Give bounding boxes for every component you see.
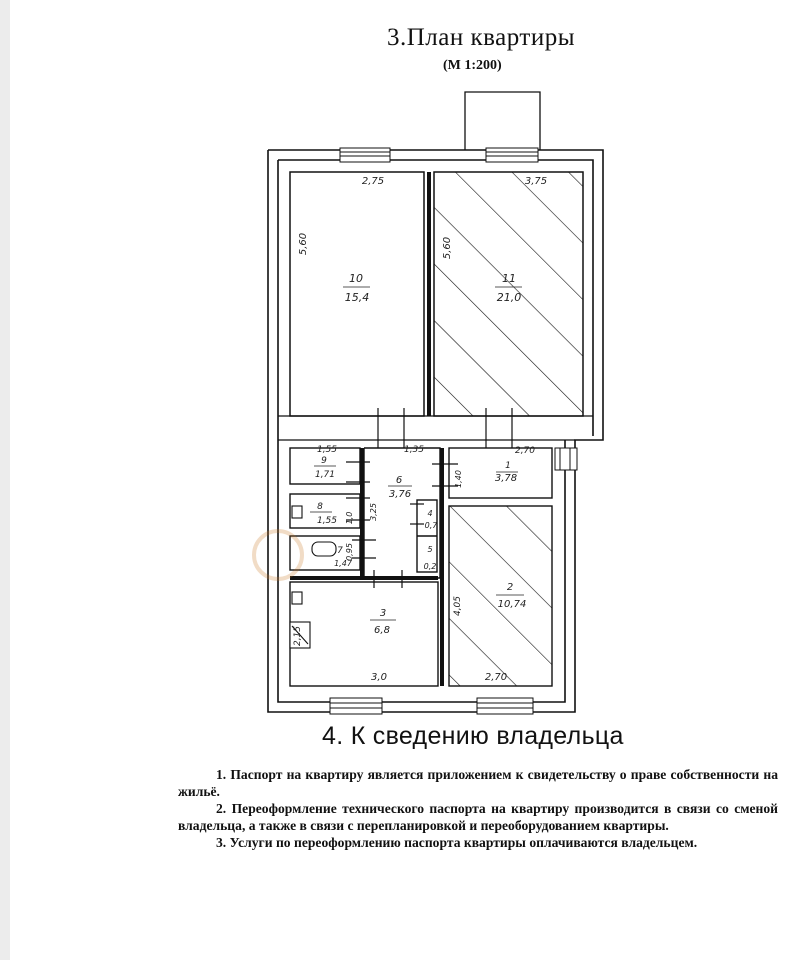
dim-room2-width: 2,70 (484, 672, 508, 683)
dim-room6-width: 1,35 (403, 445, 425, 455)
room-3-number: 3 (379, 608, 387, 619)
room-9-number: 9 (321, 456, 327, 466)
room-5-number: 5 (427, 545, 433, 554)
room-4-number: 4 (427, 509, 433, 518)
room-2-area: 10,74 (497, 599, 527, 610)
note-1: 1. Паспорт на квартиру является приложением к свидетельству о праве собственности на жильё. (178, 767, 778, 799)
room-7-area: 1,47 (334, 559, 352, 568)
dim-room8-height: 1,0 (345, 511, 354, 525)
dim-room11-length: 5,60 (442, 236, 453, 260)
dim-room3-width: 3,0 (371, 672, 387, 683)
owner-notes (178, 766, 778, 851)
plan-title: 3.План квартиры (387, 24, 575, 51)
dim-room1-width: 2,70 (514, 446, 536, 456)
dim-room11-width: 3,75 (524, 176, 548, 187)
room-2-hatch (449, 506, 552, 686)
room-10-number: 10 (349, 272, 363, 285)
room-2-number: 2 (506, 582, 514, 593)
room-4-area: 0,7 (424, 521, 438, 530)
room-10-area: 15,4 (344, 291, 370, 304)
room-6-area: 3,76 (388, 489, 412, 500)
dim-room10-length: 5,60 (298, 232, 309, 256)
room-11-number: 11 (502, 272, 516, 285)
room-7-number: 7 (337, 546, 343, 556)
room-1-area: 3,78 (494, 473, 518, 484)
balcony (465, 92, 540, 150)
room-3-area: 6,8 (374, 625, 390, 636)
mid-wall (278, 416, 593, 440)
plan-scale: (М 1:200) (443, 58, 502, 73)
room-9-area: 1,71 (314, 470, 336, 480)
dim-room6-length: 3,25 (369, 503, 378, 521)
dim-room3-length: 2,15 (293, 625, 303, 647)
note-3: 3. Услуги по переоформлению паспорта квартиры оплачиваются владельцем. (216, 835, 698, 850)
room-6-number: 6 (395, 475, 403, 486)
room-11-area: 21,0 (496, 291, 522, 304)
dim-room2-length: 4,05 (453, 595, 463, 617)
room-1-number: 1 (505, 461, 511, 471)
room-8-area: 1,55 (316, 516, 338, 526)
dim-room9-width: 1,55 (316, 445, 338, 455)
room-5-area: 0,2 (423, 562, 437, 571)
dim-room7-height: 0,95 (345, 543, 354, 561)
note-2: 2. Переоформление технического паспорта на квартиру производится в связи со сменой владельца, а также в связи с перепланировкой и переоборудованием квартиры. (178, 801, 778, 833)
section-title: 4. К сведению владельца (322, 722, 624, 750)
dim-room1-length: 1,40 (454, 470, 463, 488)
room-8-number: 8 (317, 502, 323, 512)
dim-room10-width: 2,75 (361, 176, 385, 187)
